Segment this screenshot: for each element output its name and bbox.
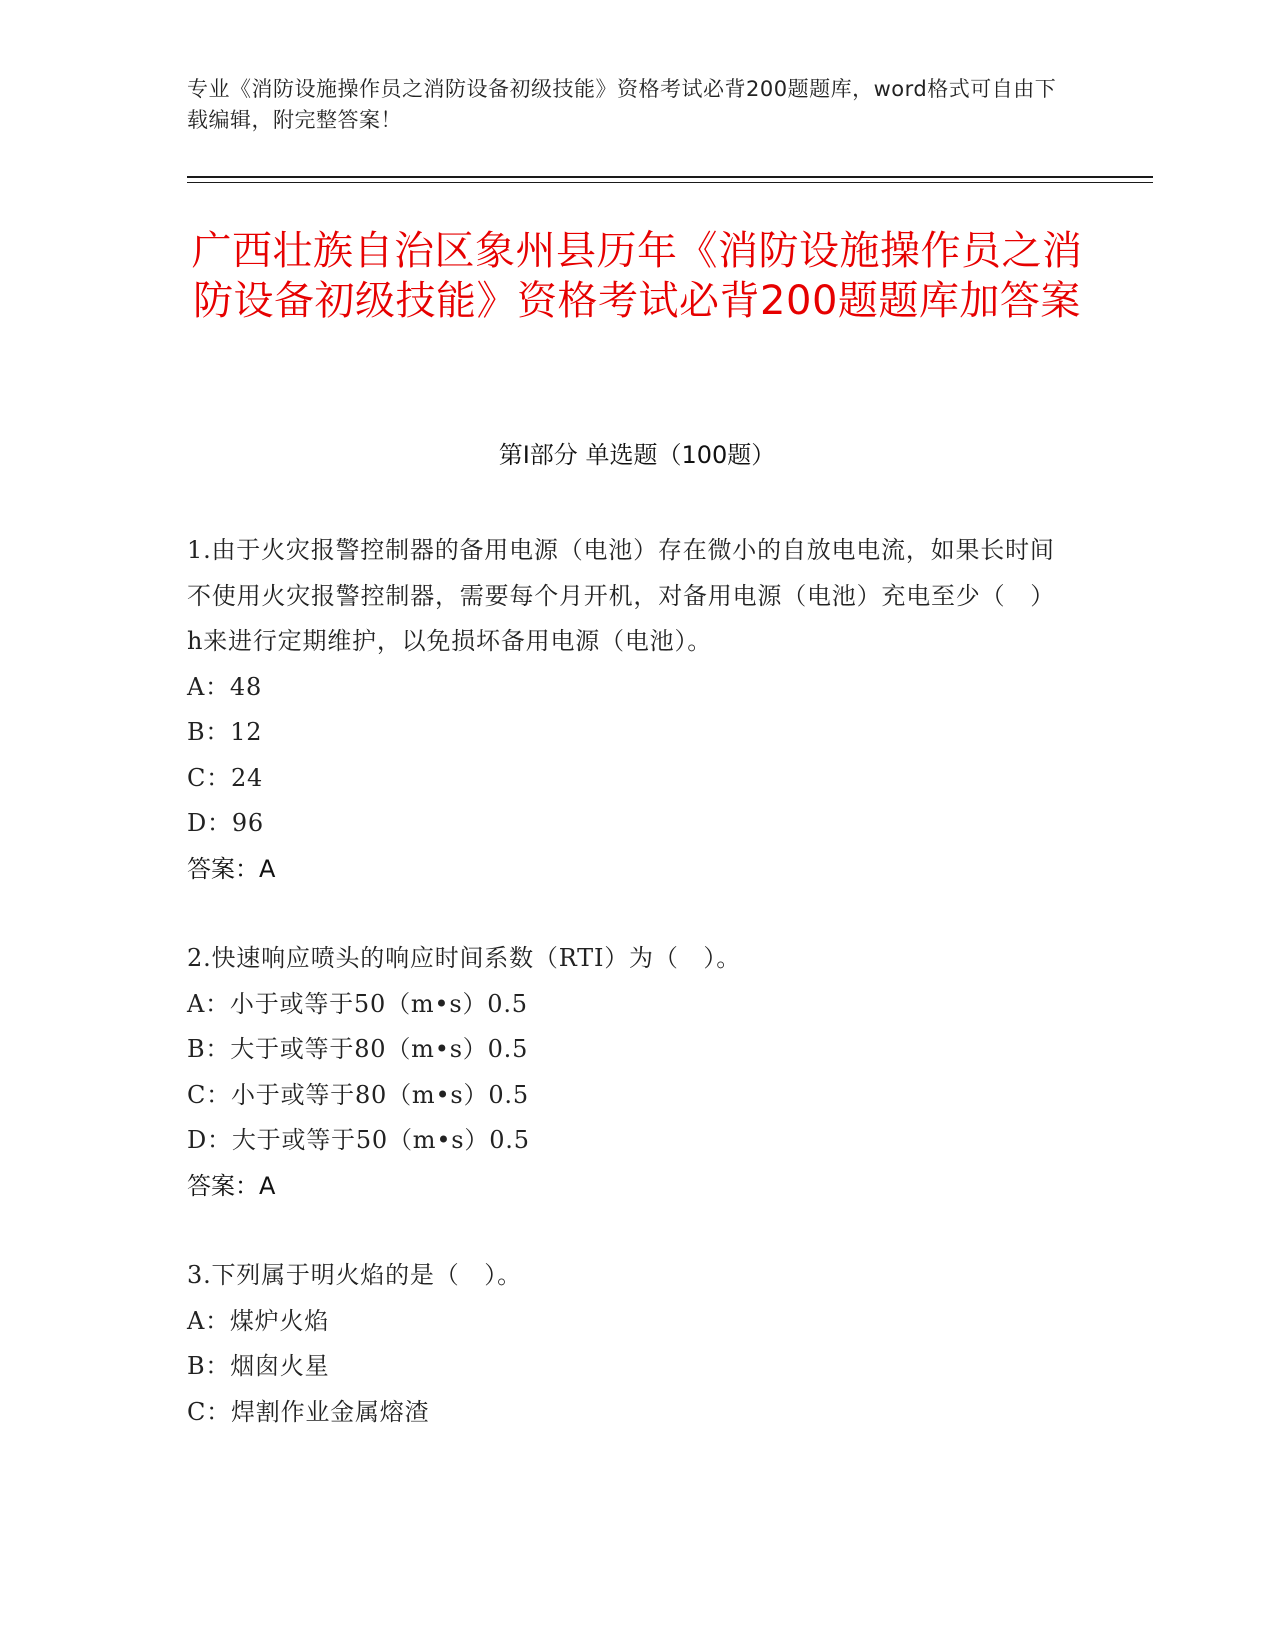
answer-line: 答案：A: [187, 1171, 276, 1200]
header-divider-thin: [187, 182, 1153, 183]
question-3: [187, 1253, 1067, 1435]
question-2: [187, 936, 1067, 1209]
answer-line: 答案：A: [187, 854, 276, 883]
document-title: 广西壮族自治区象州县历年《消防设施操作员之消防设备初级技能》资格考试必背200题题库加答案: [191, 228, 1083, 324]
option-c: C：焊割作业金属熔渣: [187, 1397, 430, 1426]
option-a: A：48: [187, 672, 263, 701]
option-d: D：96: [187, 809, 264, 837]
option-b: B：12: [187, 718, 263, 746]
option-c: C：小于或等于80（m•s）0.5: [187, 1080, 529, 1109]
option-c: C：24: [187, 763, 264, 792]
option-d: D：大于或等于50（m•s）0.5: [187, 1126, 530, 1154]
question-stem: 2.快速响应喷头的响应时间系数（RTI）为（ ）。: [187, 944, 742, 972]
section-heading: 第I部分 单选题（100题）: [498, 441, 776, 469]
question-stem: 1.由于火灾报警控制器的备用电源（电池）存在微小的自放电电流，如果长时间不使用火灾报警控制器，需要每个月开机，对备用电源（电池）充电至少（ ）h来进行定期维护，以免损坏备用电源（电池）。: [187, 536, 1055, 655]
header-divider-thick: [187, 176, 1153, 178]
option-a: A：小于或等于50（m•s）0.5: [187, 989, 528, 1018]
option-b: B：烟囱火星: [187, 1352, 330, 1380]
question-stem: 3.下列属于明火焰的是（ ）。: [187, 1261, 522, 1289]
option-b: B：大于或等于80（m•s）0.5: [187, 1035, 529, 1063]
question-1: [187, 528, 1067, 892]
option-a: A：煤炉火焰: [187, 1306, 330, 1335]
header-note: 专业《消防设施操作员之消防设备初级技能》资格考试必背200题题库，word格式可自由下载编辑，附完整答案！: [187, 77, 1057, 132]
question-list: [187, 528, 1067, 1479]
